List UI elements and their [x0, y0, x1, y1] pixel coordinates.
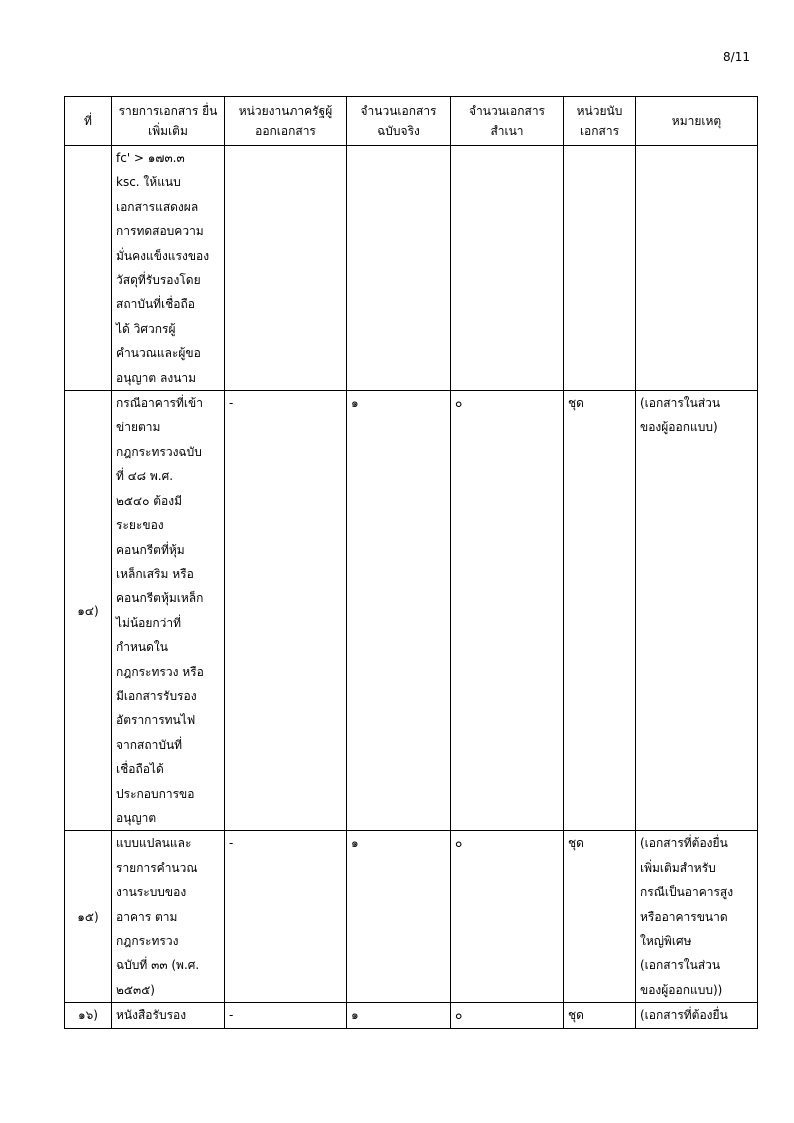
document-line: อาคาร ตาม	[116, 909, 178, 924]
table-row	[65, 391, 758, 831]
document-line: งานระบบของ	[116, 885, 187, 900]
remark-line: กรณีเป็นอาคารสูง	[640, 885, 734, 900]
document-line: กฎกระทรวง	[116, 934, 179, 948]
document-line: อัตราการทนไฟ	[116, 713, 196, 728]
header-remark: หมายเหตุ	[636, 97, 758, 146]
remark-cell	[636, 831, 758, 1003]
document-line: fc' > ๑๗๓.๓	[116, 151, 185, 165]
document-line: หนังสือรับรอง	[116, 1008, 187, 1023]
remark-line: ของผู้ออกแบบ)	[640, 420, 718, 435]
document-line: วัสดุที่รับรองโดย	[116, 273, 201, 288]
document-line: กฎกระทรวงฉบับ	[116, 444, 202, 459]
table-row	[65, 831, 758, 1003]
document-line: อนุญาต	[116, 810, 157, 825]
unit-cell: ชุด	[564, 831, 636, 1003]
document-line: ประกอบการขอ	[116, 786, 195, 801]
document-line: คอนกรีตที่หุ้ม	[116, 542, 185, 557]
remark-line: ใหญ่พิเศษ	[640, 934, 692, 948]
document-line: ข่ายตาม	[116, 420, 161, 435]
original-count-cell: ๑	[347, 391, 451, 831]
agency-cell: -	[225, 391, 347, 831]
document-line: ๒๕๓๕)	[116, 982, 155, 997]
document-cell	[112, 1003, 225, 1028]
copy-count-cell: ๐	[451, 831, 564, 1003]
header-document-list: รายการเอกสาร ยื่นเพิ่มเติม	[112, 97, 225, 146]
copy-count-cell: ๐	[451, 391, 564, 831]
original-count-cell	[347, 146, 451, 391]
remark-line: เพิ่มเติมสำหรับ	[640, 860, 716, 875]
document-line: จากสถาบันที่	[116, 737, 183, 752]
agency-cell: -	[225, 1003, 347, 1028]
unit-cell: ชุด	[564, 1003, 636, 1028]
remark-cell	[636, 146, 758, 391]
document-line: แบบแปลนและ	[116, 836, 192, 851]
document-line: อนุญาต ลงนาม	[116, 370, 197, 385]
row-number: ๑๕)	[65, 831, 112, 1003]
original-count-cell: ๑	[347, 831, 451, 1003]
document-table	[64, 96, 758, 1029]
document-line: คอนกรีตหุ้มเหล็ก	[116, 591, 204, 606]
header-unit: หน่วยนับ เอกสาร	[564, 97, 636, 146]
document-line: ได้ วิศวกรผู้	[116, 321, 176, 336]
remark-line: (เอกสารในส่วน	[640, 396, 721, 411]
agency-cell: -	[225, 831, 347, 1003]
row-number: ๑๔)	[65, 391, 112, 831]
document-line: กฎกระทรวง หรือ	[116, 664, 204, 679]
document-line: สถาบันที่เชื่อถือ	[116, 297, 195, 312]
document-line: มั่นคงแข็งแรงของ	[116, 248, 210, 263]
row-number: ๑๖)	[65, 1003, 112, 1028]
table-row	[65, 146, 758, 391]
unit-cell	[564, 146, 636, 391]
document-line: มีเอกสารรับรอง	[116, 688, 197, 703]
document-cell	[112, 831, 225, 1003]
document-line: เชื่อถือได้	[116, 762, 164, 777]
document-line: ไม่น้อยกว่าที่	[116, 615, 182, 630]
copy-count-cell: ๐	[451, 1003, 564, 1028]
table-header-row	[65, 97, 758, 146]
table-row	[65, 1003, 758, 1028]
copy-count-cell	[451, 146, 564, 391]
header-copy-count: จำนวนเอกสาร สำเนา	[451, 97, 564, 146]
document-line: คำนวณและผู้ขอ	[116, 346, 201, 361]
document-line: เหล็กเสริม หรือ	[116, 566, 194, 581]
unit-cell: ชุด	[564, 391, 636, 831]
page-number: 8/11	[723, 50, 750, 64]
remark-line: หรืออาคารขนาด	[640, 909, 728, 924]
document-line: การทดสอบความ	[116, 224, 204, 239]
document-line: ระยะของ	[116, 518, 164, 533]
document-line: กำหนดใน	[116, 640, 168, 655]
document-line: ที่ ๔๘ พ.ศ.	[116, 469, 174, 484]
document-line: รายการคำนวณ	[116, 860, 198, 875]
remark-cell	[636, 391, 758, 831]
document-cell	[112, 391, 225, 831]
document-line: กรณีอาคารที่เข้า	[116, 396, 203, 411]
document-line: ksc. ให้แนบ	[116, 175, 181, 190]
header-issuing-agency: หน่วยงานภาครัฐผู้ ออกเอกสาร	[225, 97, 347, 146]
original-count-cell: ๑	[347, 1003, 451, 1028]
remark-line: (เอกสารที่ต้องยื่น	[640, 1008, 728, 1023]
remark-line: (เอกสารที่ต้องยื่น	[640, 836, 728, 851]
row-number	[65, 146, 112, 391]
remark-cell	[636, 1003, 758, 1028]
remark-line: ของผู้ออกแบบ))	[640, 982, 723, 997]
document-cell	[112, 146, 225, 391]
header-no: ที่	[65, 97, 112, 146]
remark-line: (เอกสารในส่วน	[640, 958, 721, 973]
document-line: ฉบับที่ ๓๓ (พ.ศ.	[116, 958, 200, 973]
document-line: ๒๕๔๐ ต้องมี	[116, 493, 182, 508]
agency-cell	[225, 146, 347, 391]
header-original-count: จำนวนเอกสาร ฉบับจริง	[347, 97, 451, 146]
document-line: เอกสารแสดงผล	[116, 199, 199, 214]
